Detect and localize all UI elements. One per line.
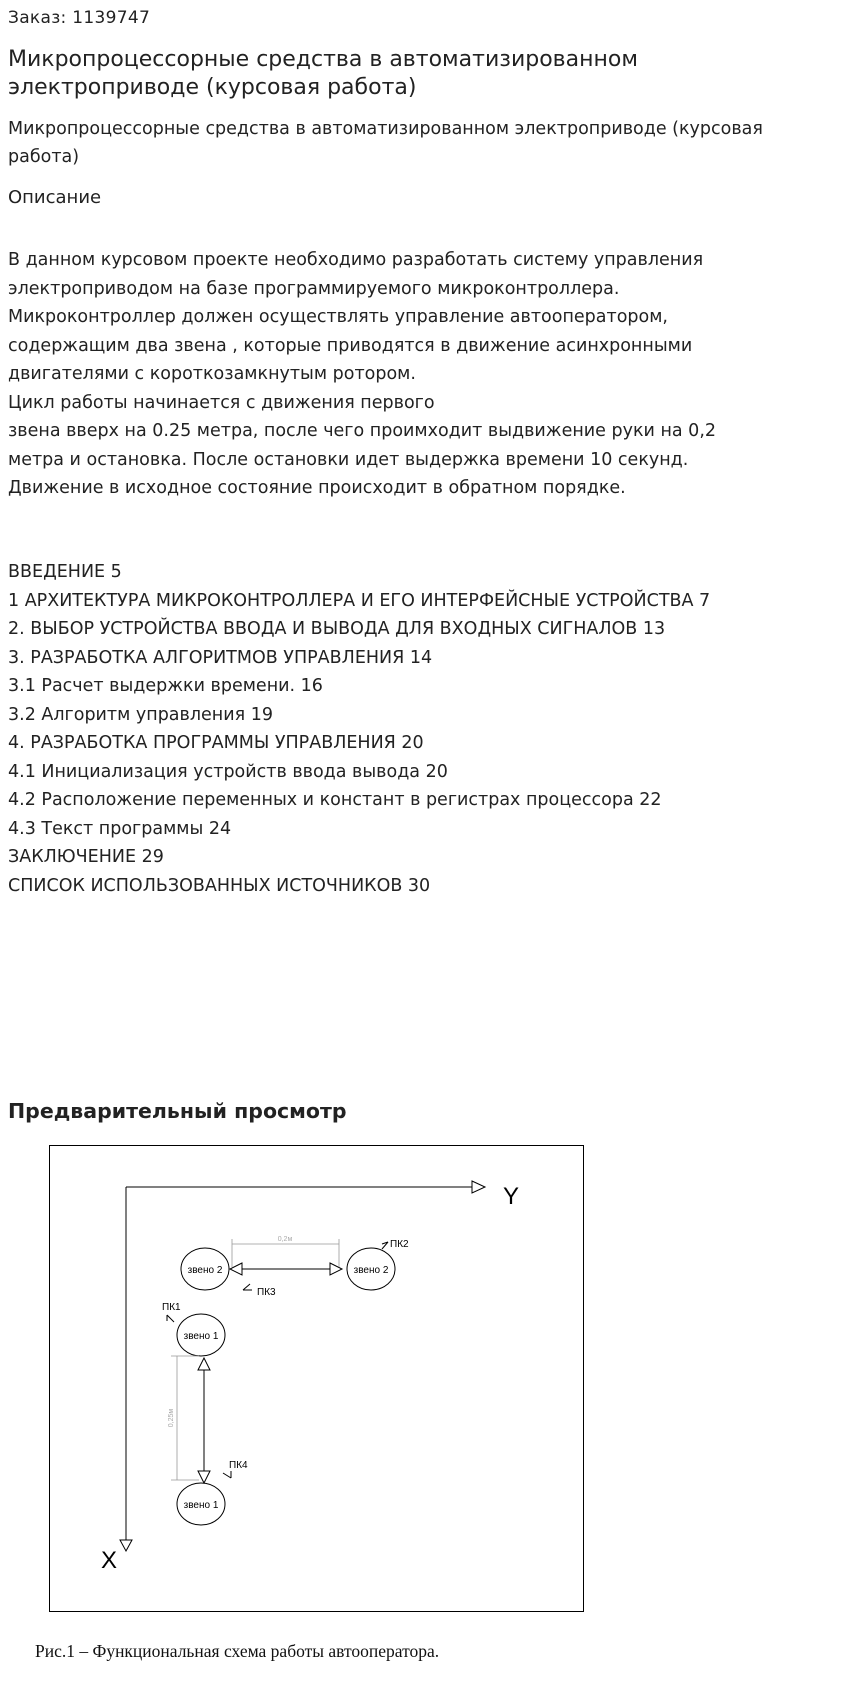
description-text — [8, 246, 838, 503]
description-line: метра и остановка. После остановки идет выдержка времени 10 секунд. — [8, 449, 689, 470]
toc-item: 1 АРХИТЕКТУРА МИКРОКОНТРОЛЛЕРА И ЕГО ИНТЕРФЕЙСНЫЕ УСТРОЙСТВА 7 — [8, 590, 711, 611]
toc-item: 3.2 Алгоритм управления 19 — [8, 704, 273, 725]
sensor-pk4-label: ПК4 — [229, 1460, 248, 1471]
description-line: звена вверх на 0.25 метра, после чего проимходит выдвижение руки на 0,2 — [8, 421, 717, 441]
functional-scheme-figure — [49, 1145, 584, 1612]
y-axis-label: Y — [503, 1183, 520, 1210]
dimension-horizontal-label: 0,2м — [277, 1236, 293, 1243]
toc-item: 4.1 Инициализация устройств ввода вывода 20 — [8, 761, 448, 782]
link2-start-label: звено 2 — [187, 1265, 223, 1276]
link1-upper-label: звено 1 — [183, 1331, 219, 1342]
description-line: содержащим два звена , которые приводятся в движение асинхронными — [8, 335, 693, 356]
description-line: двигателями с короткозамкнутым ротором. — [8, 364, 416, 384]
dimension-vertical-label: 0,25м — [168, 1408, 175, 1428]
toc-item: 3. РАЗРАБОТКА АЛГОРИТМОВ УПРАВЛЕНИЯ 14 — [8, 647, 433, 668]
page-title: Микропроцессорные средства в автоматизированном электроприводе (курсовая работа) — [8, 47, 638, 100]
toc-item: 3.1 Расчет выдержки времени. 16 — [8, 676, 323, 696]
x-axis-label: X — [101, 1547, 118, 1574]
description-line: электроприводом на базе программируемого микроконтроллера. — [8, 278, 620, 299]
description-heading: Описание — [8, 187, 102, 208]
table-of-contents — [8, 558, 838, 900]
toc-item: 4. РАЗРАБОТКА ПРОГРАММЫ УПРАВЛЕНИЯ 20 — [8, 733, 424, 753]
description-line: Цикл работы начинается с движения первого — [8, 392, 435, 413]
order-number: Заказ: 1139747 — [8, 8, 151, 28]
description-line: Микроконтроллер должен осуществлять управление автооператором, — [8, 307, 668, 327]
toc-item: 4.3 Текст программы 24 — [8, 818, 232, 839]
toc-item: 2. ВЫБОР УСТРОЙСТВА ВВОДА И ВЫВОДА ДЛЯ ВХОДНЫХ СИГНАЛОВ 13 — [8, 619, 666, 639]
figure-caption: Рис.1 – Функциональная схема работы автооператора. — [35, 1641, 440, 1661]
sensor-pk3-label: ПК3 — [257, 1287, 276, 1298]
page-subtitle: Микропроцессорные средства в автоматизированном электроприводе (курсовая работа) — [8, 119, 763, 167]
description-line: В данном курсовом проекте необходимо разработать систему управления — [8, 250, 704, 270]
toc-item: ВВЕДЕНИЕ 5 — [8, 562, 122, 582]
description-line: Движение в исходное состояние происходит в обратном порядке. — [8, 478, 626, 498]
toc-item: 4.2 Расположение переменных и констант в регистрах процессора 22 — [8, 790, 662, 810]
link2-end-label: звено 2 — [353, 1265, 389, 1276]
sensor-pk1-label: ПК1 — [162, 1302, 181, 1313]
toc-item: ЗАКЛЮЧЕНИЕ 29 — [8, 847, 164, 867]
toc-item: СПИСОК ИСПОЛЬЗОВАННЫХ ИСТОЧНИКОВ 30 — [8, 875, 431, 896]
link1-lower-label: звено 1 — [183, 1500, 219, 1511]
sensor-pk2-label: ПК2 — [390, 1239, 409, 1250]
preview-heading: Предварительный просмотр — [8, 1099, 347, 1123]
